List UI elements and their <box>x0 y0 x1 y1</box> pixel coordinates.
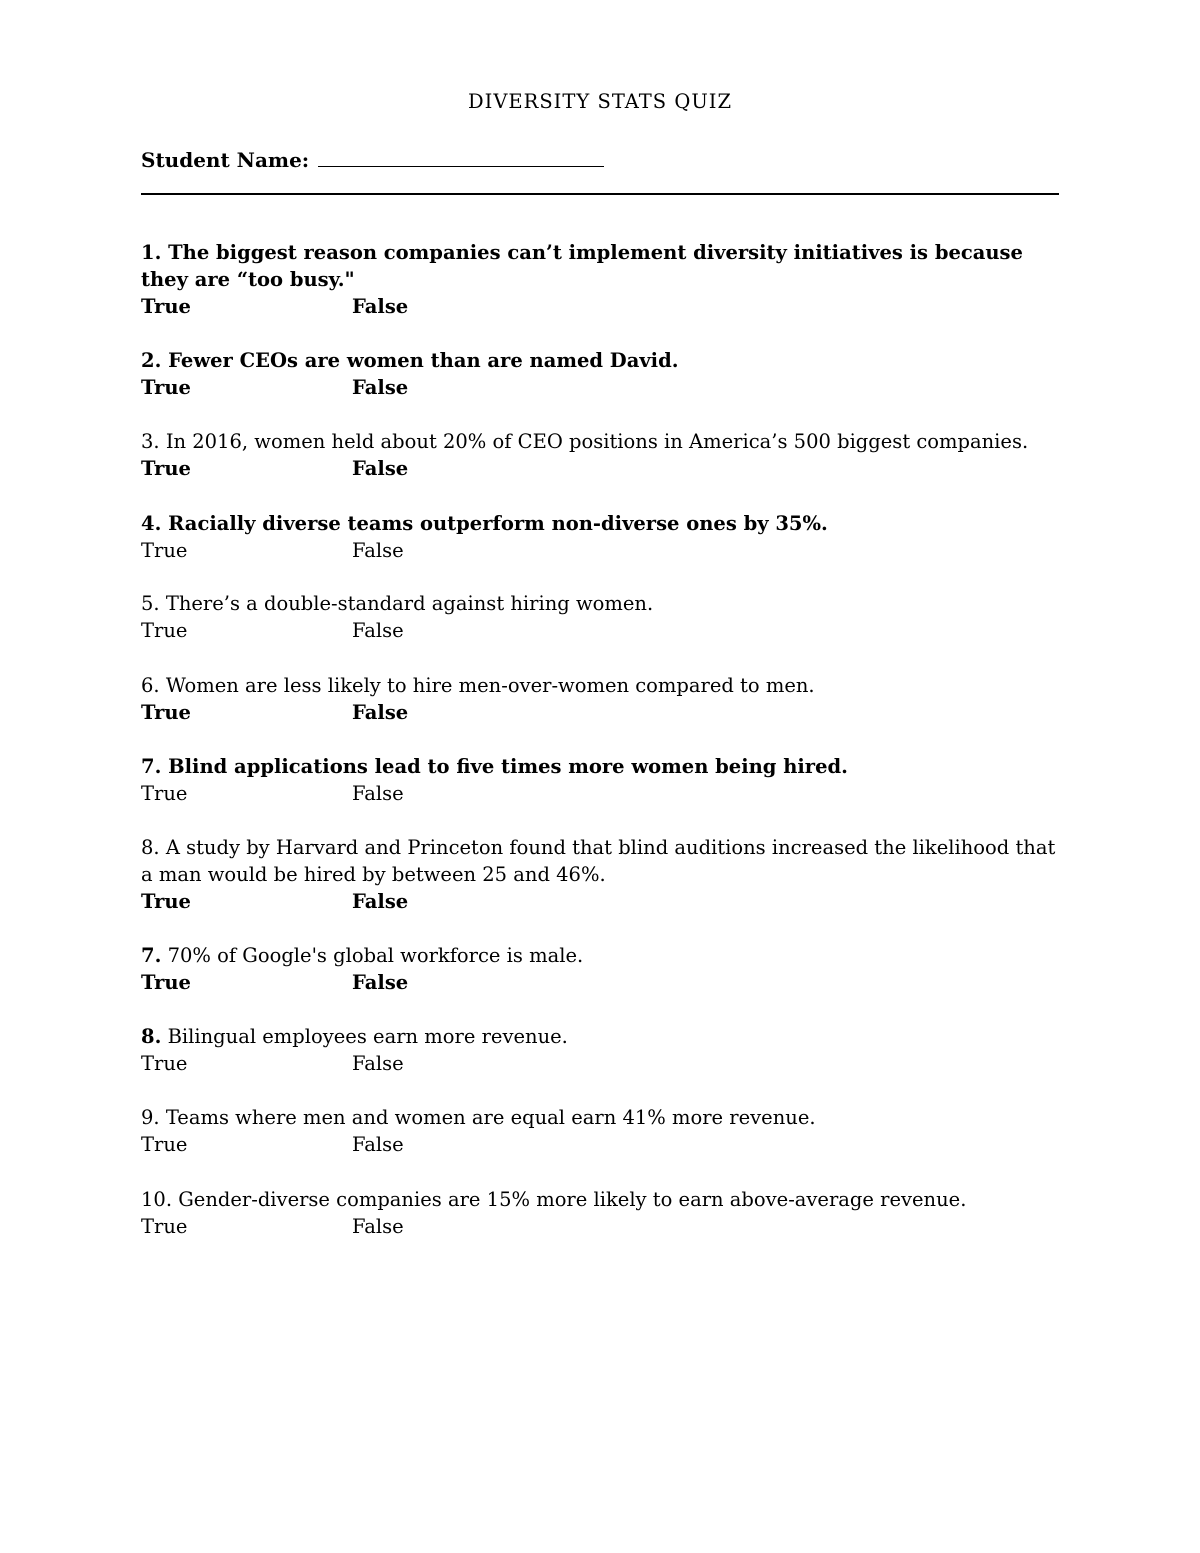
true-option[interactable]: True <box>141 1215 188 1238</box>
answer-options <box>141 293 1059 320</box>
question-number: 6. <box>141 674 160 697</box>
student-name-row <box>141 144 604 172</box>
answer-options <box>141 617 1059 644</box>
question-statement: Teams where men and women are equal earn 41% more revenue. <box>165 1106 816 1129</box>
question-statement: A study by Harvard and Princeton found that blind auditions increased the likelihood that a man would be hired by between 25 and 46%. <box>141 836 1056 886</box>
question-text <box>141 1104 1059 1131</box>
question-number: 7. <box>141 944 162 967</box>
answer-options <box>141 1213 1059 1240</box>
true-option[interactable]: True <box>141 701 191 724</box>
true-option[interactable]: True <box>141 539 188 562</box>
question-statement: The biggest reason companies can’t implement diversity initiatives is because they are “too busy." <box>141 241 1023 291</box>
question-5 <box>141 590 1059 644</box>
answer-options <box>141 537 1059 564</box>
question-statement: Racially diverse teams outperform non-diverse ones by 35%. <box>168 512 828 535</box>
false-option[interactable]: False <box>352 890 409 913</box>
question-text <box>141 753 1059 780</box>
answer-options <box>141 780 1059 807</box>
question-text <box>141 347 1059 374</box>
question-statement: Gender-diverse companies are 15% more likely to earn above-average revenue. <box>178 1188 967 1211</box>
question-text <box>141 239 1059 293</box>
answer-options <box>141 1131 1059 1158</box>
true-option[interactable]: True <box>141 295 191 318</box>
question-statement: Fewer CEOs are women than are named David. <box>168 349 679 372</box>
false-option[interactable]: False <box>352 971 409 994</box>
question-statement: There’s a double-standard against hiring women. <box>165 592 654 615</box>
question-9 <box>141 942 1059 996</box>
false-option[interactable]: False <box>352 1215 404 1238</box>
question-text <box>141 942 1059 969</box>
answer-options <box>141 699 1059 726</box>
false-option[interactable]: False <box>352 376 409 399</box>
question-text <box>141 834 1059 888</box>
question-number: 10. <box>141 1188 173 1211</box>
student-name-field[interactable] <box>318 144 604 167</box>
question-number: 3. <box>141 430 160 453</box>
question-text <box>141 1186 1059 1213</box>
header-divider <box>141 193 1059 195</box>
answer-options <box>141 374 1059 401</box>
true-option[interactable]: True <box>141 1052 188 1075</box>
question-number: 5. <box>141 592 160 615</box>
true-option[interactable]: True <box>141 890 191 913</box>
question-number: 8. <box>141 1025 162 1048</box>
question-statement: 70% of Google's global workforce is male. <box>167 944 584 967</box>
page-title: DIVERSITY STATS QUIZ <box>467 90 733 113</box>
question-text <box>141 510 1059 537</box>
question-statement: In 2016, women held about 20% of CEO positions in America’s 500 biggest companies. <box>165 430 1029 453</box>
question-text <box>141 428 1059 455</box>
question-number: 9. <box>141 1106 160 1129</box>
quiz-page <box>141 0 1059 1553</box>
false-option[interactable]: False <box>352 457 409 480</box>
answer-options <box>141 1050 1059 1077</box>
false-option[interactable]: False <box>352 1133 404 1156</box>
question-number: 4. <box>141 512 162 535</box>
true-option[interactable]: True <box>141 457 191 480</box>
question-11 <box>141 1104 1059 1158</box>
true-option[interactable]: True <box>141 782 188 805</box>
false-option[interactable]: False <box>352 619 404 642</box>
question-text <box>141 590 1059 617</box>
answer-options <box>141 969 1059 996</box>
question-3 <box>141 428 1059 482</box>
question-number: 2. <box>141 349 162 372</box>
question-2 <box>141 347 1059 401</box>
question-statement: Women are less likely to hire men-over-women compared to men. <box>165 674 815 697</box>
false-option[interactable]: False <box>352 539 404 562</box>
false-option[interactable]: False <box>352 1052 404 1075</box>
question-text <box>141 1023 1059 1050</box>
question-statement: Bilingual employees earn more revenue. <box>167 1025 568 1048</box>
true-option[interactable]: True <box>141 1133 188 1156</box>
student-name-label: Student Name: <box>141 148 310 172</box>
question-text <box>141 672 1059 699</box>
question-10 <box>141 1023 1059 1077</box>
question-8 <box>141 834 1059 915</box>
true-option[interactable]: True <box>141 619 188 642</box>
question-number: 8. <box>141 836 160 859</box>
question-1 <box>141 239 1059 320</box>
true-option[interactable]: True <box>141 376 191 399</box>
question-statement: Blind applications lead to five times more women being hired. <box>168 755 848 778</box>
question-12 <box>141 1186 1059 1240</box>
question-7 <box>141 753 1059 807</box>
question-number: 7. <box>141 755 162 778</box>
question-number: 1. <box>141 241 162 264</box>
question-4 <box>141 510 1059 564</box>
false-option[interactable]: False <box>352 701 409 724</box>
true-option[interactable]: True <box>141 971 191 994</box>
false-option[interactable]: False <box>352 782 404 805</box>
false-option[interactable]: False <box>352 295 409 318</box>
answer-options <box>141 888 1059 915</box>
question-6 <box>141 672 1059 726</box>
answer-options <box>141 455 1059 482</box>
